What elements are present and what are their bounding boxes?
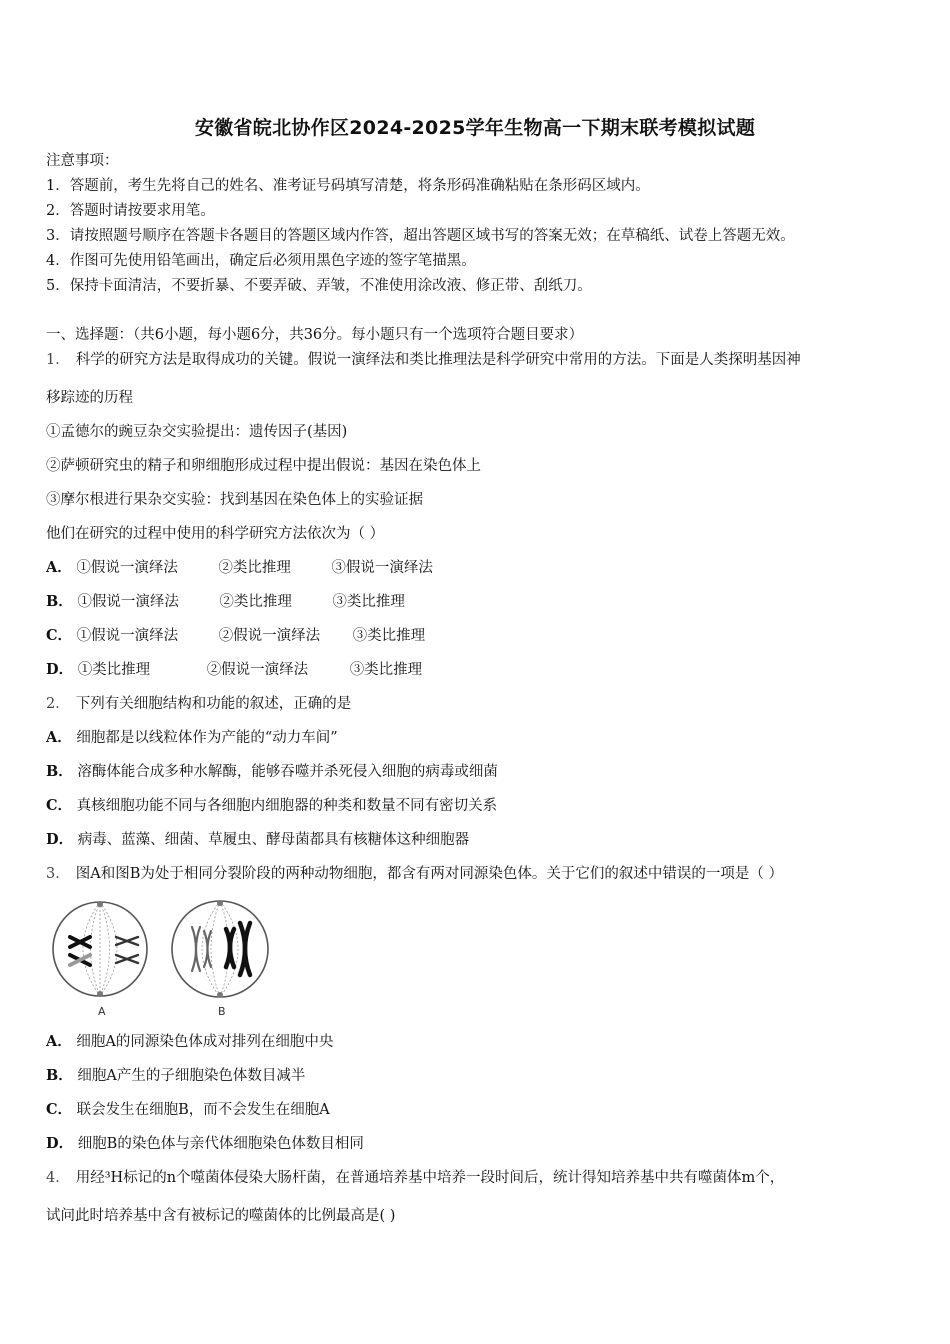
question-number: 4．	[46, 1170, 70, 1186]
option-label: C．	[46, 627, 73, 644]
option-label: D．	[46, 661, 74, 678]
notice-item: 1．答题前，考生先将自己的姓名、准考证号码填写清楚，将条形码准确粘贴在条形码区域内。	[46, 178, 650, 194]
option-b[interactable]	[46, 592, 405, 612]
option-part: ①假说一演绎法	[77, 594, 179, 610]
option-c[interactable]	[46, 1100, 330, 1120]
question-number: 1．	[46, 352, 70, 368]
page-title: 安徽省皖北协作区2024-2025学年生物高一下期末联考模拟试题	[194, 117, 756, 139]
history-item: ①孟德尔的豌豆杂交实验提出：遗传因子(基因)	[46, 424, 348, 440]
option-part: ③类比推理	[352, 628, 426, 644]
question-number: 2．	[46, 696, 70, 712]
question-1-stem-continued: 移踪迹的历程	[46, 390, 133, 406]
figure-label-a: A	[98, 1005, 106, 1018]
option-label: D．	[46, 1135, 74, 1152]
option-label: B．	[46, 1067, 73, 1084]
option-label: A．	[46, 559, 72, 576]
option-text: 联会发生在细胞B，而不会发生在细胞A	[76, 1102, 330, 1118]
question-4-stem-continued: 试问此时培养基中含有被标记的噬菌体的比例最高是( )	[46, 1208, 396, 1224]
option-text: 细胞A产生的子细胞染色体数目减半	[77, 1068, 306, 1084]
option-text: 细胞都是以线粒体作为产能的“动力车间”	[76, 730, 338, 746]
option-part: ②假说一演绎法	[218, 628, 321, 644]
option-a[interactable]	[46, 728, 338, 748]
option-d[interactable]	[46, 660, 422, 680]
option-text: 病毒、蓝藻、细菌、草履虫、酵母菌都具有核糖体这种细胞器	[77, 832, 470, 848]
figure-label-b: B	[218, 1005, 226, 1018]
option-a[interactable]	[46, 558, 433, 578]
option-label: C．	[46, 797, 73, 814]
option-d[interactable]	[46, 830, 469, 850]
option-b[interactable]	[46, 1066, 305, 1086]
option-a[interactable]	[46, 1032, 333, 1052]
option-part: ③类比推理	[349, 662, 423, 678]
question-text: 下列有关细胞结构和功能的叙述，正确的是	[75, 696, 352, 712]
notice-item: 4．作图可先使用铅笔画出，确定后必须用黑色字迹的签字笔描黑。	[46, 253, 476, 269]
option-label: A．	[46, 729, 72, 746]
question-text: 科学的研究方法是取得成功的关键。假说一演绎法和类比推理法是科学研究中常用的方法。下面是人类探明基因神	[75, 352, 801, 368]
option-text: 细胞B的染色体与亲代体细胞染色体数目相同	[77, 1136, 364, 1152]
option-part: ③假说一演绎法	[331, 560, 433, 576]
history-item: ②萨顿研究虫的精子和卵细胞形成过程中提出假说：基因在染色体上	[46, 458, 481, 474]
question-1-prompt: 他们在研究的过程中使用的科学研究方法依次为（ ）	[46, 526, 385, 542]
option-c[interactable]	[46, 626, 425, 646]
option-part: ③类比推理	[332, 594, 405, 610]
cell-division-figure	[46, 897, 278, 1019]
option-label: D．	[46, 831, 74, 848]
question-1-stem	[46, 350, 801, 370]
question-text: 图A和图B为处于相同分裂阶段的两种动物细胞，都含有两对同源染色体。关于它们的叙述中错误的一项是（ ）	[75, 866, 783, 882]
section-heading: 一、选择题：（共6小题，每小题6分，共36分。每小题只有一个选项符合题目要求）	[46, 327, 584, 343]
option-part: ①假说一演绎法	[76, 560, 178, 576]
notice-item: 3．请按照题号顺序在答题卡各题目的答题区域内作答，超出答题区域书写的答案无效；在草稿纸、试卷上答题无效。	[46, 228, 795, 244]
option-text: 溶酶体能合成多种水解酶，能够吞噬并杀死侵入细胞的病毒或细菌	[77, 764, 498, 780]
cell-b-diagram	[172, 900, 268, 1018]
notice-heading: 注意事项：	[46, 153, 119, 169]
option-label: B．	[46, 763, 73, 780]
option-text: 细胞A的同源染色体成对排列在细胞中央	[76, 1034, 334, 1050]
option-part: ②假说一演绎法	[206, 662, 309, 678]
question-2-stem	[46, 694, 351, 714]
question-text: 用经³H标记的n个噬菌体侵染大肠杆菌，在普通培养基中培养一段时间后，统计得知培养基中共有噬菌体m个，	[75, 1170, 785, 1186]
option-c[interactable]	[46, 796, 497, 816]
option-label: B．	[46, 593, 73, 610]
option-part: ②类比推理	[219, 594, 292, 610]
notice-item: 5．保持卡面清洁，不要折暴、不要弄破、弄皱，不准使用涂改液、修正带、刮纸刀。	[46, 278, 592, 294]
question-number: 3．	[46, 866, 70, 882]
notice-item: 2．答题时请按要求用笔。	[46, 203, 215, 219]
question-3-stem	[46, 864, 783, 884]
option-b[interactable]	[46, 762, 498, 782]
option-d[interactable]	[46, 1134, 364, 1154]
option-label: A．	[46, 1033, 72, 1050]
cell-a-diagram	[53, 901, 147, 1018]
option-part: ①假说一演绎法	[76, 628, 179, 644]
option-part: ②类比推理	[218, 560, 291, 576]
history-item: ③摩尔根进行果杂交实验：找到基因在染色体上的实验证据	[46, 492, 423, 508]
option-text: 真核细胞功能不同与各细胞内细胞器的种类和数量不同有密切关系	[76, 798, 498, 814]
option-part: ①类比推理	[77, 662, 151, 678]
question-4-stem	[46, 1168, 784, 1188]
option-label: C．	[46, 1101, 73, 1118]
